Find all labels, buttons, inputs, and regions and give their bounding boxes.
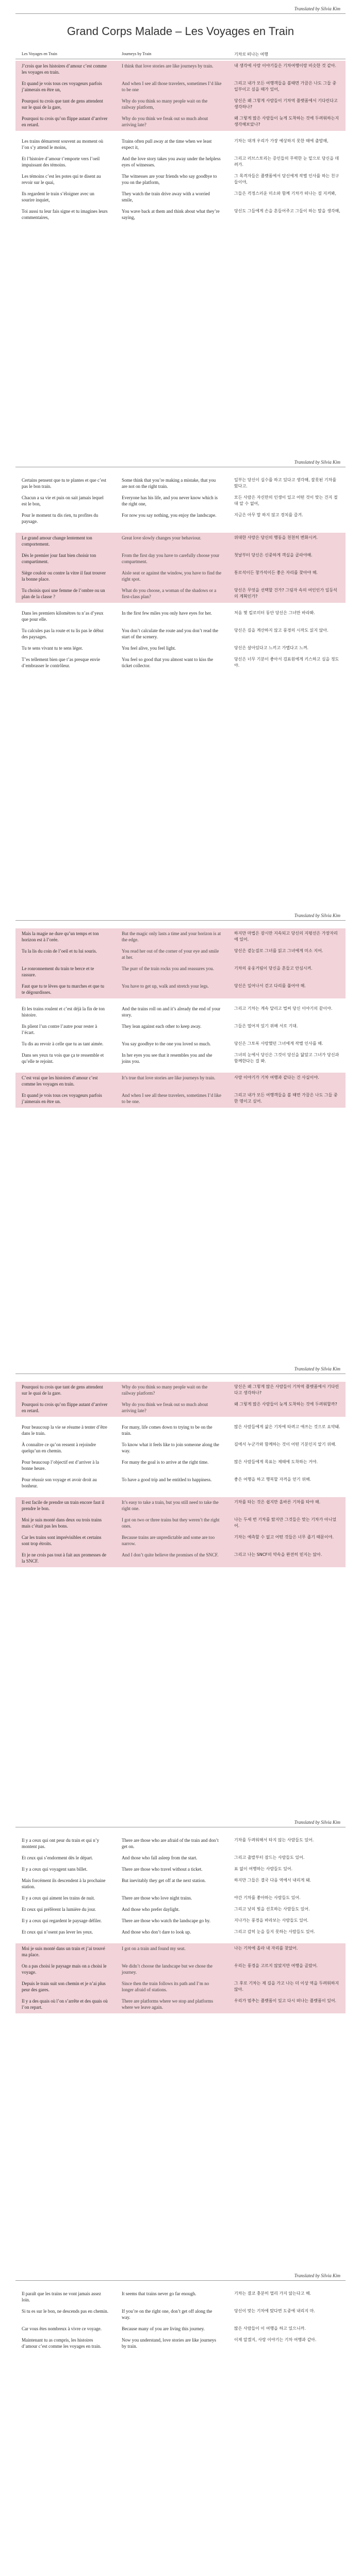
english-line: Why do you think we freak out so much about arriving late?: [122, 116, 208, 127]
french-line: Et je ne crois pas tout à fait aux promesses de la SNCF.: [22, 1552, 106, 1564]
french-line: Car vous êtes nombreux à vivre ce voyage.: [22, 2326, 102, 2331]
english-line: I got on two or three trains but they weren’t the right ones.: [122, 1517, 220, 1529]
lyric-row: [15, 1382, 346, 1399]
english-line: Why do you think we freak out so much about arriving late?: [122, 1402, 208, 1413]
english-line: I got on a train and found my seat.: [122, 1946, 186, 1951]
lyric-row: [15, 928, 346, 946]
english-line: They watch the train drive away with a worried smile,: [122, 191, 210, 202]
stanza-gap: [15, 1492, 346, 1497]
korean-line: 그리고 감히 눈을 들지 못하는 사람들도 있어.: [234, 1929, 315, 1934]
korean-line: 우리는 풍경을 고르지 않았지만 여행을 골랐어.: [234, 1963, 318, 1968]
korean-line: 기차는 대개 우리가 가장 예상하지 못한 때에 출발해,: [234, 139, 329, 143]
lyric-row: [15, 206, 346, 224]
english-line: To have a good trip and be entitled to happiness.: [122, 1477, 212, 1482]
translator-credit: Translated by Silvia Kim: [294, 1820, 340, 1825]
document-page: [0, 1814, 361, 2257]
document-page: [0, 1360, 361, 1803]
lyric-row: [15, 1996, 346, 2013]
korean-line: 많은 사람들에게 삶은 기차에 타려고 애쓰는 것으로 요약돼.: [234, 1425, 340, 1429]
korean-line: 그리고 출발부터 잠드는 사람들도 있어.: [234, 1855, 305, 1860]
english-line: And I don’t quite believe the promises of the SNCF.: [122, 1552, 219, 1557]
korean-line: 그녀의 눈에서 당신은 그것이 당신을 닮았고 그녀가 당신과 함께한다는 걸 봐.: [234, 1053, 339, 1063]
lyric-row: [15, 946, 346, 963]
french-line: Tu te sens vivant tu te sens léger.: [22, 646, 83, 651]
english-line: We didn’t choose the landscape but we chose the journey.: [122, 1963, 213, 1975]
english-line: If you’re on the right one, don’t get off along the way.: [122, 2309, 212, 2320]
english-line: You feel alive, you feel light.: [122, 646, 176, 651]
lyric-row: [15, 1904, 346, 1916]
korean-line: 표 없이 여행하는 사람들도 있어.: [234, 1867, 293, 1871]
korean-line: 당신도 그들에게 손을 흔들어주고 그들이 하는 말을 생각해,: [234, 209, 340, 213]
column-headers: [15, 48, 346, 59]
english-line: And those who prefer daylight.: [122, 1907, 180, 1912]
lyric-row: [15, 136, 346, 154]
korean-line: 첫날부터 당신은 신중하게 객실을 골라야해.: [234, 553, 313, 557]
english-line: Aisle seat or against the window, you have to find the right spot.: [122, 570, 222, 582]
english-line: The purr of the train rocks you and reassures you.: [122, 966, 214, 971]
french-line: Les trains démarrent souvent au moment où l’on s’y attend le moins,: [22, 139, 103, 150]
korean-line: 당신은 살아있다고 느끼고 가볍다고 느껴.: [234, 646, 309, 650]
korean-line: 지금은 아무 말 하지 않고 경치를 즐겨.: [234, 513, 303, 517]
lyric-row: [15, 963, 346, 981]
lyric-row: [15, 1422, 346, 1439]
french-line: Siège couloir ou contre la vitre il faut trouver la bonne place.: [22, 570, 106, 582]
korean-line: 당신은 너무 기분이 좋아서 검표원에게 키스하고 싶을 정도야.: [234, 657, 339, 668]
lyric-row: [15, 1497, 346, 1515]
english-line: And those who don’t dare to look up.: [122, 1929, 191, 1935]
korean-line: 통로석이든 창가석이든 좋은 자리를 찾아야 해.: [234, 570, 318, 575]
korean-line: 기차를 타는 것은 쉽지만 올바른 기차를 타야 해.: [234, 1500, 321, 1504]
korean-line: 당신은 왜 그렇게 많은 사람들이 기차역 플랫폼에서 기다린다고 생각하나?: [234, 1384, 339, 1395]
lyric-row: [15, 533, 346, 550]
korean-line: 야간 기차를 좋아하는 사람들도 있어.: [234, 1895, 301, 1900]
french-line: Et quand je vois tous ces voyageurs parfois j’aimerais en être un,: [22, 81, 102, 92]
french-line: C’est vrai que les histoires d’amour c’est comme les voyages en train.: [22, 1075, 98, 1087]
header-divider: [15, 2280, 346, 2281]
korean-line: 당신은 왜 그렇게 사람들이 기차역 플랫폼에서 기다린다고 생각하나?: [234, 98, 338, 109]
french-line: Pour réussir son voyage et avoir droit au bonheur.: [22, 1477, 97, 1488]
header-divider: [15, 920, 346, 921]
french-line: On a pas choisi le paysage mais on a choisi le voyage.: [22, 1963, 107, 1975]
korean-line: 당신은 무엇을 선택할 건가? 그림자 속의 여인인가 일등석의 계획인가?: [234, 588, 337, 599]
korean-line: 내 생각에 사랑 이야기들은 기차여행이랑 비슷한 것 같아.: [234, 63, 337, 68]
french-line: Si tu es sur le bon, ne descends pas en chemin.: [22, 2309, 108, 2314]
english-line: Trains often pull away at the time when we least expect it,: [122, 139, 212, 150]
english-line: But inevitably they get off at the next station.: [122, 1878, 206, 1883]
french-line: Faut que tu te lèves que tu marches et que tu te dégourdisses.: [22, 984, 104, 995]
french-line: Dès le premier jour faut bien choisir ton compartiment.: [22, 553, 96, 564]
french-line: Il est facile de prendre un train encore faut il prendre le bon.: [22, 1500, 105, 1511]
english-line: For now you say nothing, you enjoy the landscape.: [122, 513, 217, 518]
french-line: Les témoins c’est les potes qui te disent au revoir sur le quai,: [22, 174, 101, 185]
lyric-row: [15, 1439, 346, 1457]
korean-line: 당신은 그토록 사랑했던 그녀에게 작별 인사를 해.: [234, 1041, 323, 1046]
stanza-gap: [15, 1067, 346, 1073]
stanza-gap: [15, 528, 346, 533]
english-line: I think that love stories are like journeys by train.: [122, 63, 214, 69]
english-line: Some think that you’re making a mistake, that you are not on the right train.: [122, 478, 216, 489]
lyric-row: [15, 493, 346, 510]
lyric-row: [15, 1864, 346, 1875]
lyrics-table: [15, 1835, 346, 2013]
lyric-row: [15, 1090, 346, 1108]
french-line: Tu calcules pas la route et tu lis pas le début des paysages.: [22, 628, 104, 639]
french-line: Pourquoi tu crois que tant de gens attendent sur le quai de la gare,: [22, 98, 103, 110]
korean-line: 그들은 떨어져 있기 위해 서로 기대.: [234, 1024, 298, 1028]
lyric-row: [15, 1916, 346, 1927]
french-line: Il y a ceux qui voyagent sans billet.: [22, 1867, 88, 1872]
french-line: Chacun a sa vie et puis on sait jamais lequel est le bon,: [22, 495, 104, 506]
french-line: Ils plient l’un contre l’autre pour rester à l’écart.: [22, 1024, 97, 1035]
stanza-gap: [15, 1417, 346, 1422]
lyric-row: [15, 1004, 346, 1021]
header-divider: [15, 13, 346, 14]
english-line: Because many of you are living this journey.: [122, 2326, 205, 2331]
lyric-row: [15, 171, 346, 189]
stanza-gap: [15, 603, 346, 608]
lyric-row: [15, 1457, 346, 1475]
lyric-row: [15, 1073, 346, 1090]
page-header: [0, 1814, 361, 1831]
lyric-row: [15, 1532, 346, 1550]
english-line: Why do you think so many people wait on the railway platform,: [122, 98, 208, 110]
english-line: From the first day you have to carefully choose your compartment.: [122, 553, 220, 564]
korean-line: 그리고 러브스토리는 증인들의 무력한 눈 밑으로 당신을 데려가.: [234, 156, 339, 167]
english-line: Since then the train follows its path and I’m no longer afraid of stations.: [122, 1981, 209, 1992]
document-page: [0, 453, 361, 896]
french-line: Depuis le train suit son chemin et je n’ai plus peur des gares.: [22, 1981, 106, 1992]
french-line: Maintenant tu as compris, les histoires d’amour c’est comme les voyages en train.: [22, 2337, 102, 2349]
english-line: There are platforms where we stop and platforms where we leave again.: [122, 1998, 214, 2010]
lyric-row: [15, 1961, 346, 1978]
document-page: [0, 0, 361, 443]
lyric-row: [15, 510, 346, 528]
korean-line: 많은 사람들이 이 여행을 하고 있으니까.: [234, 2326, 306, 2331]
column-header: 기차로 떠나는 여행: [234, 52, 268, 57]
english-line: And those who fall asleep from the start.: [122, 1855, 198, 1860]
french-line: T’es tellement bien que t’as presque envie d’embrasser le contrôleur.: [22, 657, 100, 668]
english-line: And the trains roll on and it’s already the end of your story.: [122, 1006, 221, 1018]
french-line: Tu dis au revoir à celle que tu as tant aimée.: [22, 1041, 104, 1046]
korean-line: 그리고 내가 모든 여행객들을 볼 때면 가끔은 나도 그들 중 한 명이고 싶어.: [234, 1093, 338, 1104]
lyric-row: [15, 550, 346, 568]
french-line: À connaître ce qu’on ressent à rejoindre quelqu’un en chemin.: [22, 1442, 96, 1453]
lyrics-table: [15, 2289, 346, 2352]
lyric-row: [15, 2324, 346, 2335]
french-line: Il y a ceux qui regardent le paysage défiler.: [22, 1918, 102, 1923]
korean-line: 기차는 결코 충분히 멀리 가지 않는다고 해.: [234, 2291, 311, 2296]
korean-line: 기차의 웅웅거림이 당신을 흔들고 안심시켜.: [234, 966, 313, 971]
english-line: They lean against each other to keep away.: [122, 1024, 202, 1029]
lyric-row: [15, 2289, 346, 2306]
lyric-row: [15, 1475, 346, 1492]
english-line: Now you understand, love stories are like journeys by train.: [122, 2337, 216, 2349]
korean-line: 왜 그렇게 많은 사람들이 늦게 도착하는 것에 두려워할까?: [234, 1402, 337, 1406]
korean-line: 이제 알겠지, 사랑 이야기는 기차 여행과 같아.: [234, 2337, 317, 2342]
english-line: But the magic only lasts a time and your horizon is at the edge.: [122, 931, 221, 942]
english-line: For many the goal is to arrive at the right time.: [122, 1460, 209, 1465]
english-line: For many, life comes down to trying to be on the train.: [122, 1425, 212, 1436]
english-line: Because trains are unpredictable and some are too narrow.: [122, 1535, 215, 1546]
french-line: Car les trains sont imprévisibles et certains sont trop étroits.: [22, 1535, 102, 1546]
korean-line: 그리고 낮의 빛을 선호하는 사람들도 있어.: [234, 1907, 310, 1911]
lyric-row: [15, 625, 346, 643]
english-line: You don’t calculate the route and you don’t read the start of the scenery.: [122, 628, 218, 639]
lyric-row: [15, 1853, 346, 1864]
english-line: There are those who are afraid of the train and don’t get on.: [122, 1838, 219, 1849]
french-line: Il paraît que les trains ne vont jamais assez loin.: [22, 2291, 101, 2302]
translator-credit: Translated by Silvia Kim: [294, 913, 340, 918]
french-line: Certains pensent que tu te plantes et que c’est pas le bon train.: [22, 478, 106, 489]
english-line: And when I see all those travelers, sometimes I’d like to be one: [122, 81, 222, 92]
french-line: Et ceux qui préfèrent la lumière du jour.: [22, 1907, 96, 1912]
lyric-row: [15, 1978, 346, 1996]
french-line: Toi aussi tu leur fais signe et tu imagines leurs commentaires,: [22, 209, 108, 220]
translator-credit: Translated by Silvia Kim: [294, 6, 340, 11]
french-line: Et ceux qui n’osent pas lever les yeux.: [22, 1929, 93, 1935]
korean-line: 좋은 여행을 하고 행복할 자격을 얻기 위해.: [234, 1477, 311, 1482]
korean-line: 나는 두세 번 기차를 탔지만 그것들은 맞는 기차가 아니었어.: [234, 1517, 337, 1528]
korean-line: 당신은 곁눈질로 그녀를 읽고 그녀에게 미소 지어.: [234, 948, 323, 953]
french-line: Et l’histoire d’amour t’emporte vers l’oeil impuissant des témoins.: [22, 156, 100, 167]
english-line: In her eyes you see that it resembles you and she joins you.: [122, 1053, 212, 1064]
korean-line: 그 후로 기차는 제 길을 가고 나는 더 이상 역을 두려워하지 않아.: [234, 1981, 339, 1992]
korean-line: 그리고 기차는 계속 달리고 벌써 당신 이야기의 끝이야.: [234, 1006, 333, 1011]
lyric-row: [15, 113, 346, 131]
french-line: Il y a des quais où l’on s’arrête et des quais où l’on repart.: [22, 1998, 108, 2010]
french-line: Le grand amour change lentement ton comportement.: [22, 535, 92, 547]
korean-line: 당신은 길을 계산하지 않고 풍경의 시작도 읽지 않아.: [234, 628, 329, 633]
french-line: Mais forcément ils descendent à la prochaine station.: [22, 1878, 106, 1889]
french-line: Tu la lis du coin de l’oeil et tu lui souris.: [22, 948, 97, 954]
lyric-row: [15, 568, 346, 585]
korean-line: 그리고 내가 모든 여행객들을 볼때면 가끔은 나도 그들 중 일부이고 싶을 때가 있어,: [234, 81, 337, 92]
page-header: [0, 907, 361, 924]
lyric-row: [15, 1515, 346, 1532]
stanza-gap: [15, 1938, 346, 1943]
lyric-row: [15, 1875, 346, 1893]
french-line: J’crois que les histoires d’amour c’est comme les voyages en train.: [22, 63, 107, 75]
english-line: There are those who love night trains.: [122, 1895, 192, 1901]
english-line: It’s true that love stories are like journeys by train.: [122, 1075, 216, 1080]
english-line: To know what it feels like to join someone along the way.: [122, 1442, 219, 1453]
french-line: Tu choisis quoi une femme de l’ombre ou un plan de la classe ?: [22, 588, 105, 599]
korean-line: 기차는 예측할 수 없고 어떤 것들은 너무 좁기 때문이야.: [234, 1535, 334, 1539]
page-header: [0, 2267, 361, 2284]
translator-credit: Translated by Silvia Kim: [294, 460, 340, 465]
english-line: You read her out of the corner of your eye and smile at her.: [122, 948, 219, 960]
korean-line: 위대한 사랑은 당신의 행동을 천천히 변화시켜.: [234, 535, 318, 540]
french-line: Et les trains roulent et c’est déjà la fin de ton histoire.: [22, 1006, 105, 1018]
french-line: Dans les premiers kilomètres tu n’as d’yeux que pour elle.: [22, 611, 104, 622]
english-line: And the love story takes you away under the helpless eyes of witnesses.: [122, 156, 221, 167]
lyric-row: [15, 1927, 346, 1938]
french-line: Moi je suis monté dans deux ou trois trains mais c’était pas les bons.: [22, 1517, 102, 1529]
korean-line: 길에서 누군가와 함께하는 것이 어떤 기분인지 알기 위해.: [234, 1442, 337, 1447]
document-page: [0, 907, 361, 1350]
lyric-row: [15, 585, 346, 603]
lyric-row: [15, 608, 346, 625]
french-line: Pourquoi tu crois qu’on flippe autant d’arriver en retard.: [22, 116, 108, 127]
korean-line: 기차를 두려워해서 타지 않는 사람들도 있어.: [234, 1838, 314, 1842]
lyric-row: [15, 1893, 346, 1904]
korean-line: 그리고 나는 SNCF의 약속을 완전히 믿지는 않아.: [234, 1552, 322, 1557]
lyric-row: [15, 654, 346, 672]
french-line: Pourquoi tu crois qu’on flippe autant d’arriver en retard.: [22, 1402, 108, 1413]
french-line: Pour beaucoup l’objectif est d’arriver à la bonne heure.: [22, 1460, 99, 1471]
english-line: You say goodbye to the one you loved so much.: [122, 1041, 211, 1046]
translator-credit: Translated by Silvia Kim: [294, 1366, 340, 1371]
english-line: You have to get up, walk and stretch your legs.: [122, 984, 209, 989]
korean-line: 사랑 이야기가 기차 여행과 같다는 건 사실이야.: [234, 1075, 319, 1080]
lyric-row: [15, 2335, 346, 2352]
lyrics-table: [15, 61, 346, 224]
stanza-gap: [15, 131, 346, 136]
lyric-row: [15, 2306, 346, 2324]
korean-line: 처음 몇 킬로미터 동안 당신은 그녀만 바라봐.: [234, 611, 315, 615]
korean-line: 우리가 멈추는 플랫폼이 있고 다시 떠나는 플랫폼이 있어.: [234, 1998, 337, 2003]
english-line: And when I see all these travelers, sometimes I’d like to be one.: [122, 1093, 221, 1104]
french-line: Le ronronnement du train te berce et te rassure.: [22, 966, 94, 977]
korean-line: 그 목격자들은 플랫폼에서 당신에게 작별 인사를 하는 친구들이야,: [234, 174, 339, 184]
korean-line: 모든 사람은 자신만의 인생이 있고 어떤 것이 맞는 건지 절대 알 수 없어,: [234, 495, 338, 506]
lyric-row: [15, 1943, 346, 1961]
english-line: It seems that trains never go far enough.: [122, 2291, 196, 2296]
english-line: The witnesses are your friends who say goodbye to you on the platform,: [122, 174, 217, 185]
page-header: [0, 0, 361, 18]
lyric-row: [15, 1050, 346, 1067]
english-line: Why do you think so many people wait on the railway platform?: [122, 1384, 208, 1396]
lyrics-table: [15, 1382, 346, 1567]
english-line: In the first few miles you only have eyes for her.: [122, 611, 212, 616]
korean-line: 왜 그렇게 많은 사람들이 늦게 도착하는 것에 두려워하는지 생각해보았나?: [234, 116, 339, 127]
french-line: Il y a ceux qui aiment les trains de nuit.: [22, 1895, 95, 1901]
column-header: Les Voyages en Train: [22, 52, 57, 56]
french-line: Ils regardent le train s’éloigner avec un sourire inquiet,: [22, 191, 94, 202]
korean-line: 하지만 마법은 잠시만 지속되고 당신의 지평선은 가장자리에 있어.: [234, 931, 338, 942]
korean-line: 당신이 맞는 기차에 탔다면 도중에 내리지 마.: [234, 2309, 315, 2313]
lyric-row: [15, 1021, 346, 1039]
french-line: Il y a ceux qui ont peur du train et qui n’y montent pas.: [22, 1838, 100, 1849]
french-line: Et ceux qui s’endorment dès le départ.: [22, 1855, 93, 1860]
lyric-row: [15, 643, 346, 654]
stanza-gap: [15, 998, 346, 1004]
page-header: [0, 1360, 361, 1378]
french-line: Pourquoi tu crois que tant de gens attendent sur le quai de la gare.: [22, 1384, 103, 1396]
lyric-row: [15, 78, 346, 96]
french-line: Moi je suis monté dans un train et j’ai trouvé ma place.: [22, 1946, 105, 1957]
lyric-row: [15, 1039, 346, 1050]
korean-line: 나는 기차에 올라 내 자리를 찾았어.: [234, 1946, 298, 1951]
english-line: You feel so good that you almost want to kiss the ticket collector.: [122, 657, 214, 668]
french-line: Dans ses yeux tu vois que ça te ressemble et qu’elle te rejoint.: [22, 1053, 104, 1064]
french-line: Pour beaucoup la vie se résume à tenter d’être dans le train.: [22, 1425, 107, 1436]
lyric-row: [15, 1550, 346, 1567]
korean-line: 일부는 당신이 실수를 하고 있다고 생각해, 잘못된 기차를 탔다고.: [234, 478, 337, 488]
column-header: Journeys by Train: [122, 52, 152, 56]
lyrics-table: [15, 928, 346, 1108]
lyric-row: [15, 189, 346, 206]
french-line: Pour le moment tu dis rien, tu profites du paysage.: [22, 513, 99, 524]
lyrics-table: [15, 475, 346, 672]
english-line: There are those who watch the landscape go by.: [122, 1918, 211, 1923]
korean-line: 당신은 일어나서 걷고 다리를 풀어야 해.: [234, 984, 306, 988]
english-line: You wave back at them and think about what they’re saying,: [122, 209, 220, 220]
lyric-row: [15, 96, 346, 113]
lyric-row: [15, 1835, 346, 1853]
translator-credit: Translated by Silvia Kim: [294, 2273, 340, 2278]
lyric-row: [15, 981, 346, 998]
english-line: Everyone has his life, and you never know which is the right one,: [122, 495, 218, 506]
lyric-row: [15, 154, 346, 171]
english-line: Great love slowly changes your behaviour.: [122, 535, 201, 540]
document-page: [0, 2267, 361, 2524]
french-line: Et quand je vois tous ces voyageurs parfois j’aimerais en être un.: [22, 1093, 102, 1104]
english-line: There are those who travel without a ticket.: [122, 1867, 203, 1872]
song-title: Grand Corps Malade – Les Voyages en Train: [67, 25, 294, 38]
korean-line: 그들은 걱정스러운 미소와 함께 기차가 떠나는 걸 지켜봐,: [234, 191, 337, 196]
korean-line: 하지만 그들은 결국 다음 역에서 내리게 돼.: [234, 1878, 311, 1883]
korean-line: 많은 사람들에게 목표는 제때에 도착하는 거야.: [234, 1460, 318, 1464]
french-line: Mais la magie ne dure qu’un temps et ton horizon est à l’orée.: [22, 931, 99, 942]
english-line: What do you choose, a woman of the shadows or a first-class plan?: [122, 588, 217, 599]
lyric-row: [15, 1399, 346, 1417]
english-line: It’s easy to take a train, but you still need to take the right one.: [122, 1500, 219, 1511]
page-header: [0, 453, 361, 471]
lyric-row: [15, 475, 346, 493]
korean-line: 지나가는 풍경을 바라보는 사람들도 있어.: [234, 1918, 309, 1923]
lyric-row: [15, 61, 346, 78]
